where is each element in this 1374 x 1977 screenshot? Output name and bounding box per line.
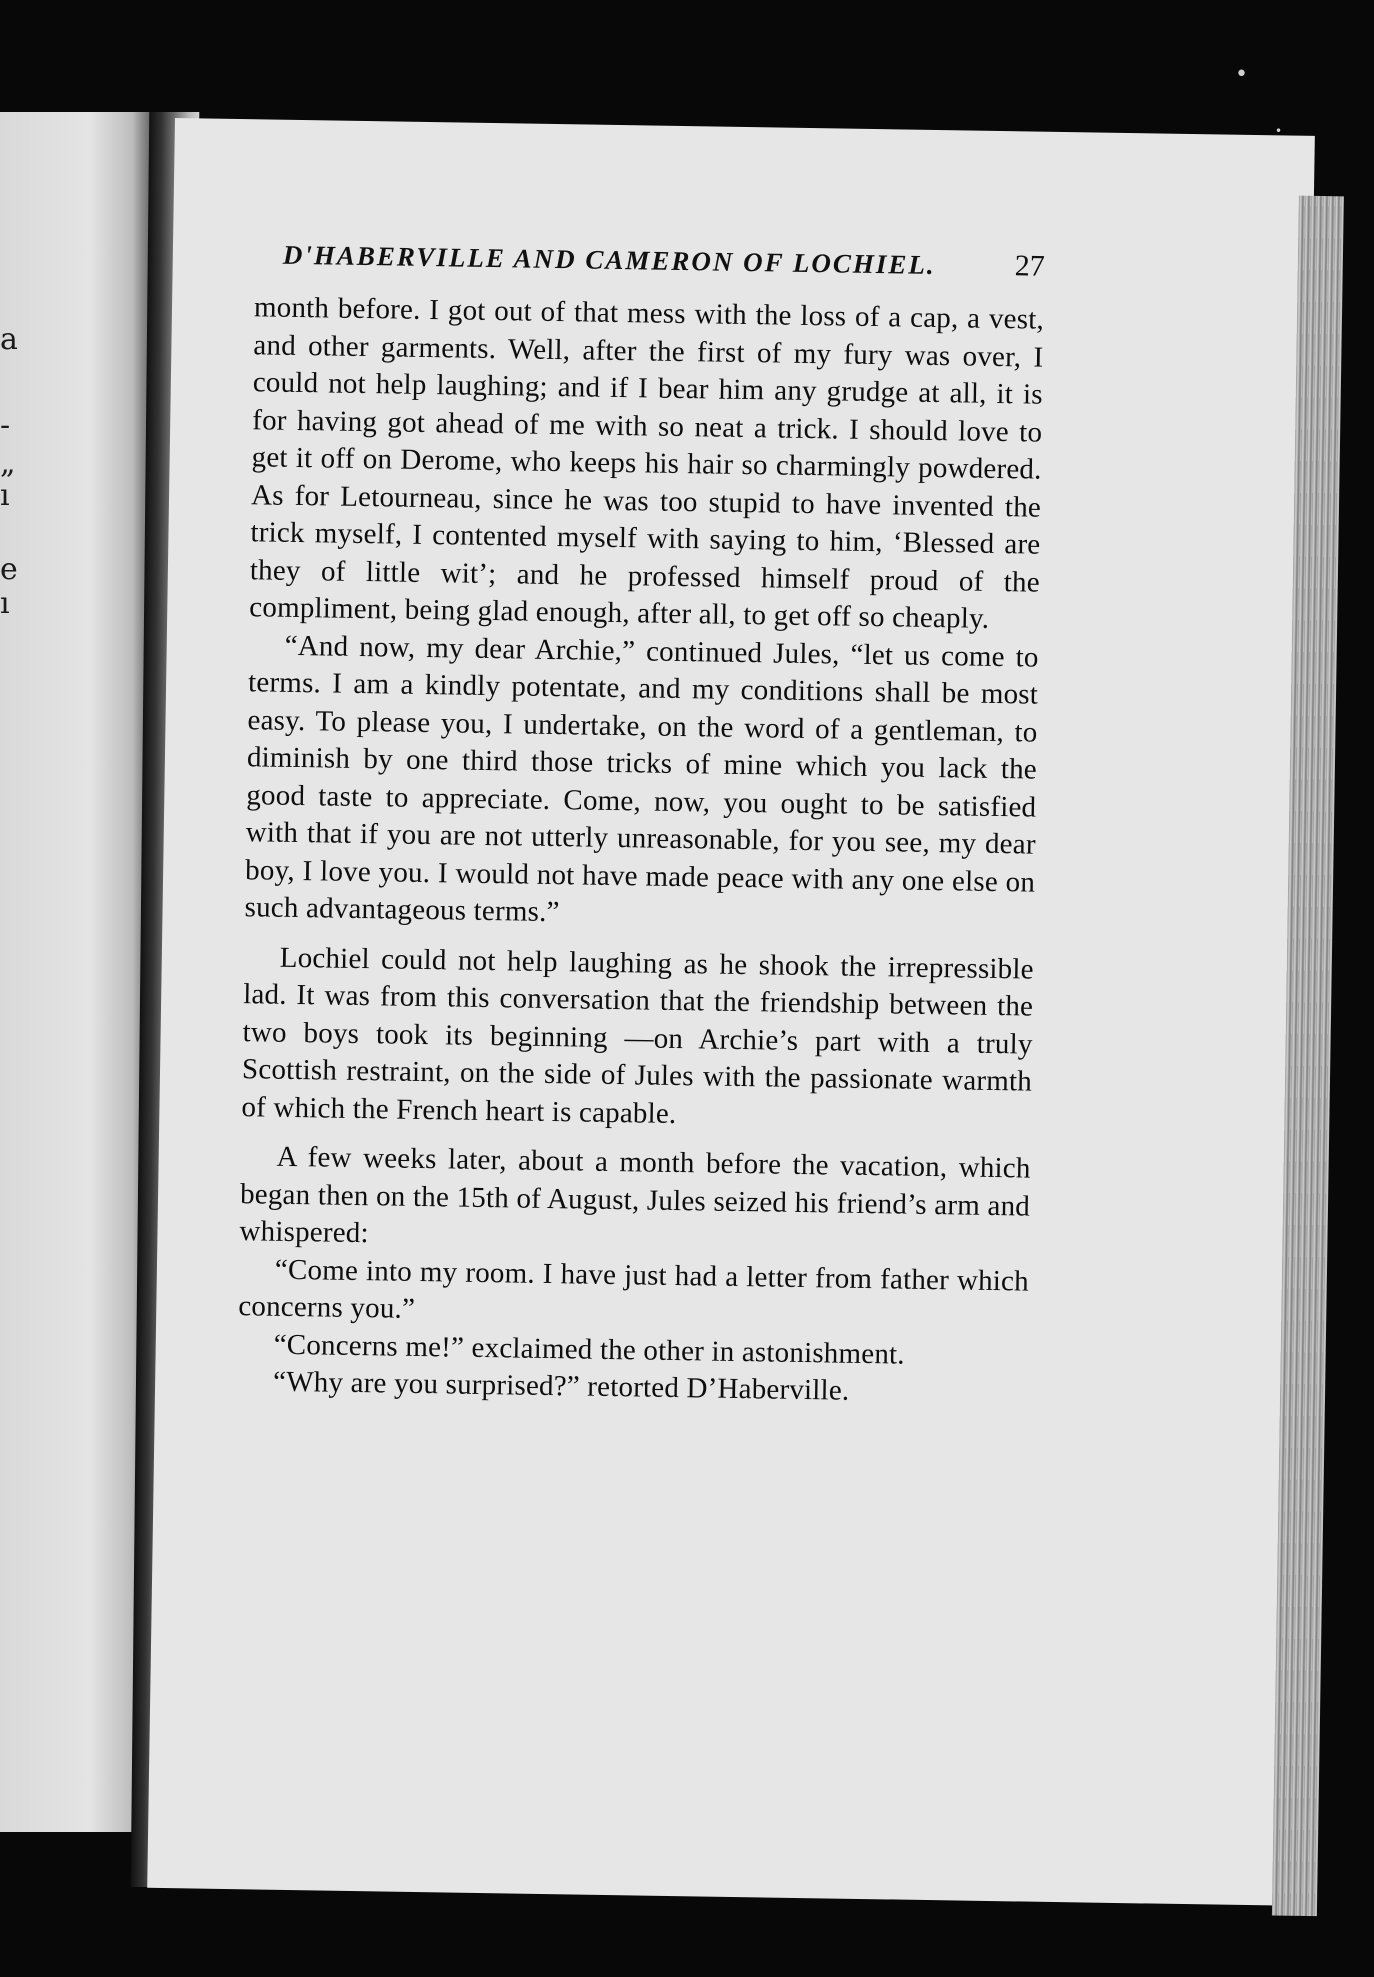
paragraph: month before. I got out of that mess with the loss of a cap, a vest, and other garments. Well, after the first of my fury was over, I could not help laughing; and if I bear him any grudge at all, it is for having got ahead of me with so neat a trick. I should love to get it off on Derome, who keeps his hair so charmingly powdered. As for Letourneau, since he was too stupid to have invented the trick myself, I contented myself with saying to him, ‘Blessed are they of little wit’; and he professed himself proud of the compliment, being glad enough, after all, to get off so cheaply. bbox=[249, 291, 1045, 635]
left-fragment: e bbox=[0, 552, 18, 587]
book-page bbox=[147, 118, 1315, 1906]
paragraph: A few weeks later, about a month before the vacation, which began then on the 15th of August, Jules seized his friend’s arm and whispered: bbox=[239, 1140, 1031, 1250]
left-fragment: „ bbox=[0, 446, 16, 481]
paragraph: “Come into my room. I have just had a letter from father which concerns you.” bbox=[238, 1253, 1030, 1325]
left-fragment: a bbox=[0, 322, 18, 357]
paragraph: “Why are you surprised?” retorted D’Haberville. bbox=[272, 1365, 850, 1407]
paragraph: “Concerns me!” exclaimed the other in astonishment. bbox=[273, 1328, 906, 1371]
running-head-title: D'HABERVILLE AND CAMERON OF LOCHIEL. bbox=[282, 239, 936, 280]
scan-speck: • bbox=[1275, 124, 1283, 138]
paragraph: Lochiel could not help laughing as he shook the irrepressible lad. It was from this conversation that the friendship between the two boys took its beginning —on Archie’s part with a truly Scottish restraint, on the side of Jules with the passionate warmth of which the French heart is capable. bbox=[241, 941, 1034, 1130]
left-fragment: - bbox=[0, 408, 11, 443]
page-number: 27 bbox=[1014, 249, 1046, 283]
scan-speck: • bbox=[1235, 62, 1248, 87]
page-text-block bbox=[237, 237, 1045, 1413]
left-facing-page bbox=[0, 112, 150, 1832]
left-fragment: ı bbox=[0, 478, 10, 513]
left-page-cut-text bbox=[0, 112, 20, 1832]
page-edge bbox=[1272, 196, 1344, 1916]
running-head bbox=[283, 238, 1045, 284]
left-fragment: ı bbox=[0, 586, 10, 621]
paragraph: “And now, my dear Archie,” continued Jules, “let us come to terms. I am a kindly potentate, and my conditions shall be most easy. To please you, I undertake, on the word of a gentleman, to diminish by one third those tricks of mine which you lack the good taste to appreciate. Come, now, you ought to be satisfied with that if you are not utterly unreasonable, for you see, my dear boy, I love you. I would not have made peace with any one else on such advantageous terms.” bbox=[244, 629, 1039, 929]
